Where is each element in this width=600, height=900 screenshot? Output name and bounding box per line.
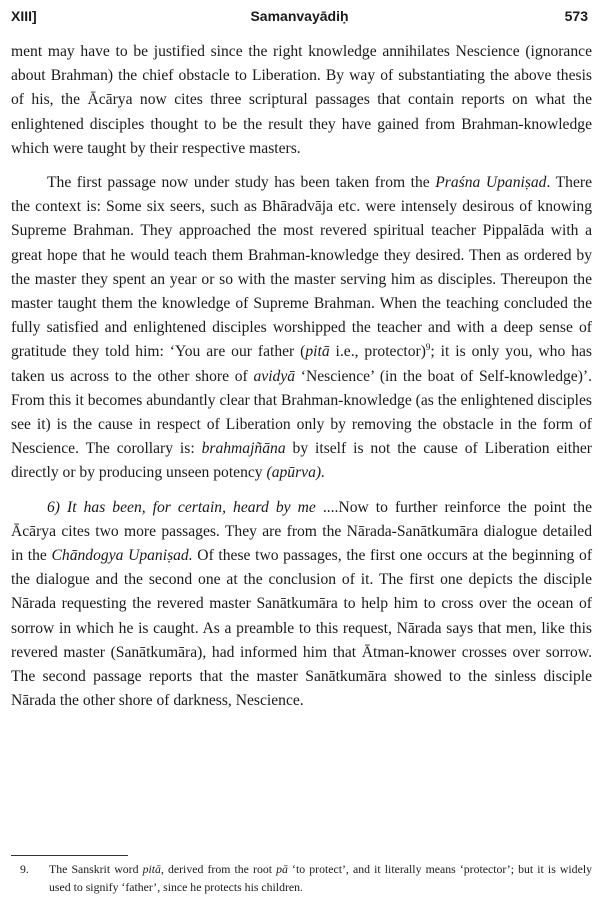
text-run: ....Now to further reinforce the point the Ācārya cites two more passages. They are from the Nārada-Sanātkumāra dialogue detailed in the (11, 498, 592, 565)
footnote-marker: 9 (425, 342, 431, 353)
text-run: ; it is only you, who has taken us across to the other shore of (11, 343, 592, 385)
footnote (11, 860, 592, 896)
text-run: . There the context is: Some six seers, such as Bhāradvāja etc. were intensely desirous of knowing Supreme Brahman. They approached the most revered spiritual teacher Pippalāda with a great hope that he would teach them Brahman-knowledge they desired. Then as ordered by the master they spent an year or so with the master serving him as disciples. Thereupon the master taught them the knowledge of Supreme Brahman. When the teaching concluded the fully satisfied and enlightened disciples worshipped the teacher and with a deep sense of gratitude they told him: ‘You are our father ( (11, 174, 592, 361)
sanskrit-term: pā (276, 862, 288, 876)
text-run: ‘Nescience’ (in the boat of Self-knowledge)’. From this it becomes abundantly clear that Brahman-knowledge (as the enlightened disciples see it) is the cause in respect of Liberation only by removing the obstacle in the form of Nescience. The corollary is: (11, 367, 592, 458)
footnote-number: 9. (20, 862, 29, 876)
paragraph-3 (11, 496, 592, 714)
paragraph-1: ment may have to be justified since the right knowledge annihilates Nescience (ignorance about Brahman) the chief obstacle to Liberation. By way of substantiating the above thesis of his, the Ācārya now cites three scriptural passages that contain reports on what the enlightened disciples thought to be the result they have gained from Brahman-knowledge which were taught by their respective masters. (11, 43, 592, 157)
text-run: , derived from the root (160, 862, 277, 876)
running-header (11, 5, 588, 27)
footnote-text (49, 860, 592, 896)
text-run: i.e., protector) (329, 343, 426, 361)
upanishad-title: Praśna Upaniṣad (435, 174, 547, 192)
sanskrit-term: pitā (142, 862, 161, 876)
sanskrit-term: pitā (305, 343, 330, 361)
chapter-label: XIII] (11, 8, 37, 24)
footnote-rule (11, 855, 128, 856)
paragraph-2 (11, 171, 592, 486)
sanskrit-term: avidyā (253, 367, 296, 385)
sanskrit-term: (apūrva). (266, 464, 325, 482)
text-run: The first passage now under study has been taken from the (47, 174, 436, 192)
page-number: 573 (564, 8, 588, 24)
body-text (11, 40, 592, 713)
text-run: ‘to protect’, and it literally means ‘protector’; but it is widely used to signify ‘father’, since he protects his children. (49, 862, 592, 894)
section-heading: 6) It has been, for certain, heard by me (47, 498, 316, 516)
text-run: Of these two passages, the first one occurs at the beginning of the dialogue and the second one at the conclusion of it. The first one depicts the disciple Nārada requesting the revered master Sanātkumāra to help him to cross over the ocean of sorrow in which he is caught. As a preamble to this request, Nārada says that men, like this revered master (Sanātkumāra), had informed him that Ātman-knower crosses over sorrow. The second passage reports that the master Sanātkumāra showed to the sinless disciple Nārada the other shore of darkness, Nescience. (11, 547, 593, 710)
text-run: The Sanskrit word (49, 862, 143, 876)
sanskrit-term: brahmajñāna (201, 440, 286, 458)
running-title: Samanvayādiḥ (250, 8, 349, 24)
upanishad-title: Chāndogya Upaniṣad. (51, 547, 193, 565)
text-run: by itself is not the cause of Liberation either directly or by producing unseen potency (11, 440, 592, 482)
